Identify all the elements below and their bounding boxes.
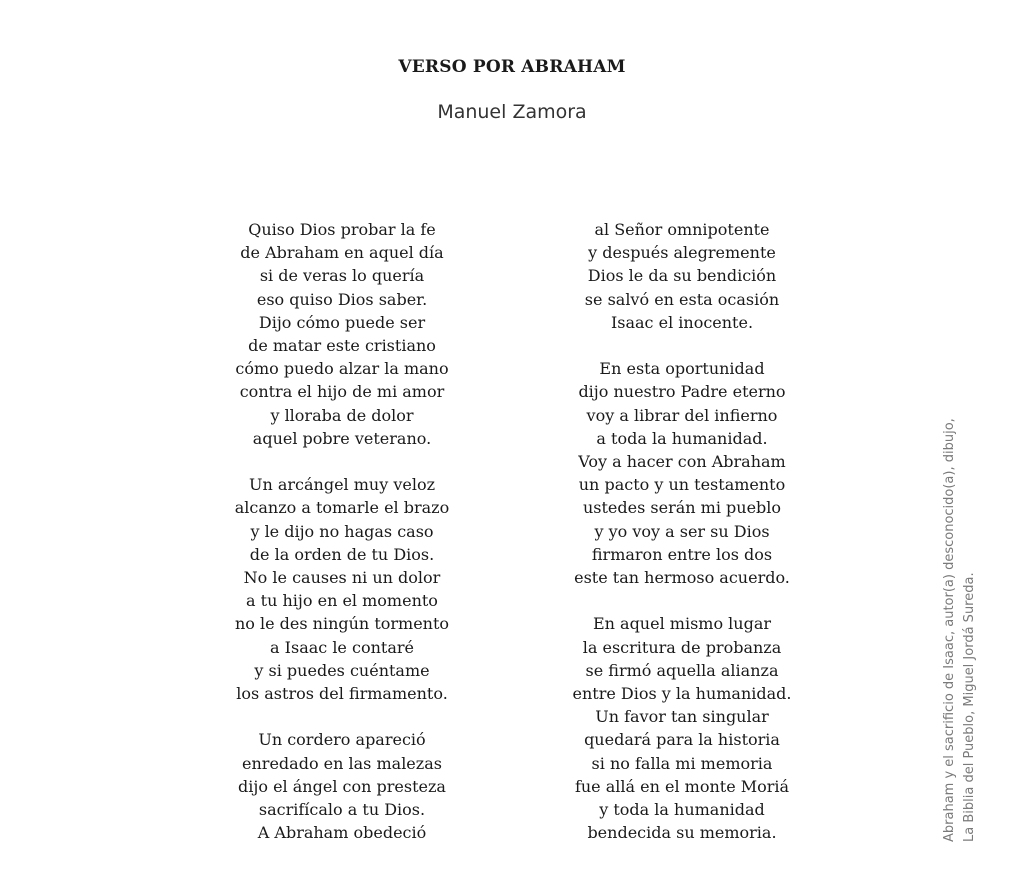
poem-title: VERSO POR ABRAHAM xyxy=(398,57,626,77)
verse-line: En esta oportunidad xyxy=(599,359,765,379)
verse-line: Un cordero apareció xyxy=(258,730,426,750)
verse-line: A Abraham obedeció xyxy=(257,823,427,843)
verse-line: dijo nuestro Padre eterno xyxy=(578,382,786,402)
verse-line: y yo voy a ser su Dios xyxy=(594,521,770,541)
verse-line: quedará para la historia xyxy=(584,730,780,750)
verse-line: contra el hijo de mi amor xyxy=(239,382,445,402)
caption-line: Abraham y el sacrificio de Isaac, autor(a) desconocido(a), dibujo, xyxy=(942,418,957,842)
verse-line: dijo el ángel con presteza xyxy=(238,776,446,796)
verse-line: la escritura de probanza xyxy=(582,637,782,657)
poem-column-right xyxy=(532,218,832,844)
verse-line: no le des ningún tormento xyxy=(234,614,450,634)
verse-line: enredado en las malezas xyxy=(242,753,442,773)
stanza xyxy=(192,473,492,705)
verse-line: se salvó en esta ocasión xyxy=(584,289,780,309)
verse-line: se firmó aquella alianza xyxy=(585,660,779,680)
stanza xyxy=(532,612,832,844)
verse-line: Voy a hacer con Abraham xyxy=(578,452,786,472)
verse-line: entre Dios y la humanidad. xyxy=(572,684,792,704)
verse-line: de matar este cristiano xyxy=(248,336,436,356)
verse-line: al Señor omnipotente xyxy=(594,220,770,239)
verse-line: si no falla mi memoria xyxy=(591,753,773,773)
verse-line: y lloraba de dolor xyxy=(270,405,414,425)
verse-line: Quiso Dios probar la fe xyxy=(248,220,436,239)
caption-line: La Biblia del Pueblo, Miguel Jordá Sureda. xyxy=(962,572,977,842)
verse-line: sacrifícalo a tu Dios. xyxy=(258,800,426,820)
verse-line: ustedes serán mi pueblo xyxy=(582,498,782,518)
stanza xyxy=(192,728,492,844)
verse-line: voy a librar del infierno xyxy=(586,405,778,425)
verse-line: aquel pobre veterano. xyxy=(252,428,432,448)
verse-line: si de veras lo quería xyxy=(259,266,425,286)
poem-column-left xyxy=(192,218,492,844)
verse-line: firmaron entre los dos xyxy=(591,544,773,564)
verse-line: y toda la humanidad xyxy=(599,800,765,820)
verse-line: No le causes ni un dolor xyxy=(243,568,441,588)
verse-line: Un arcángel muy veloz xyxy=(248,475,436,495)
verse-line: fue allá en el monte Moriá xyxy=(574,776,790,796)
stanza xyxy=(532,218,832,334)
verse-line: y después alegremente xyxy=(588,243,776,263)
verse-line: a toda la humanidad. xyxy=(596,428,768,448)
stanza xyxy=(532,357,832,589)
image-caption xyxy=(940,418,980,842)
verse-line: Dijo cómo puede ser xyxy=(258,312,426,332)
verse-line: cómo puedo alzar la mano xyxy=(235,359,449,379)
verse-line: alcanzo a tomarle el brazo xyxy=(234,498,450,518)
verse-line: Un favor tan singular xyxy=(595,707,769,727)
verse-line: los astros del firmamento. xyxy=(236,684,448,704)
verse-line: a tu hijo en el momento xyxy=(246,591,438,611)
verse-line: de la orden de tu Dios. xyxy=(249,544,435,564)
verse-line: En aquel mismo lugar xyxy=(592,614,772,634)
verse-line: Dios le da su bendición xyxy=(587,266,777,286)
verse-line: bendecida su memoria. xyxy=(587,823,777,843)
verse-line: de Abraham en aquel día xyxy=(240,243,444,263)
verse-line: y le dijo no hagas caso xyxy=(250,521,434,541)
verse-line: un pacto y un testamento xyxy=(578,475,786,495)
verse-line: a Isaac le contaré xyxy=(270,637,414,657)
verse-line: y si puedes cuéntame xyxy=(254,660,430,680)
poem-author: Manuel Zamora xyxy=(437,101,587,123)
verse-line: eso quiso Dios saber. xyxy=(256,289,428,309)
verse-line: este tan hermoso acuerdo. xyxy=(574,568,790,588)
verse-line: Isaac el inocente. xyxy=(610,312,754,332)
stanza xyxy=(192,218,492,450)
